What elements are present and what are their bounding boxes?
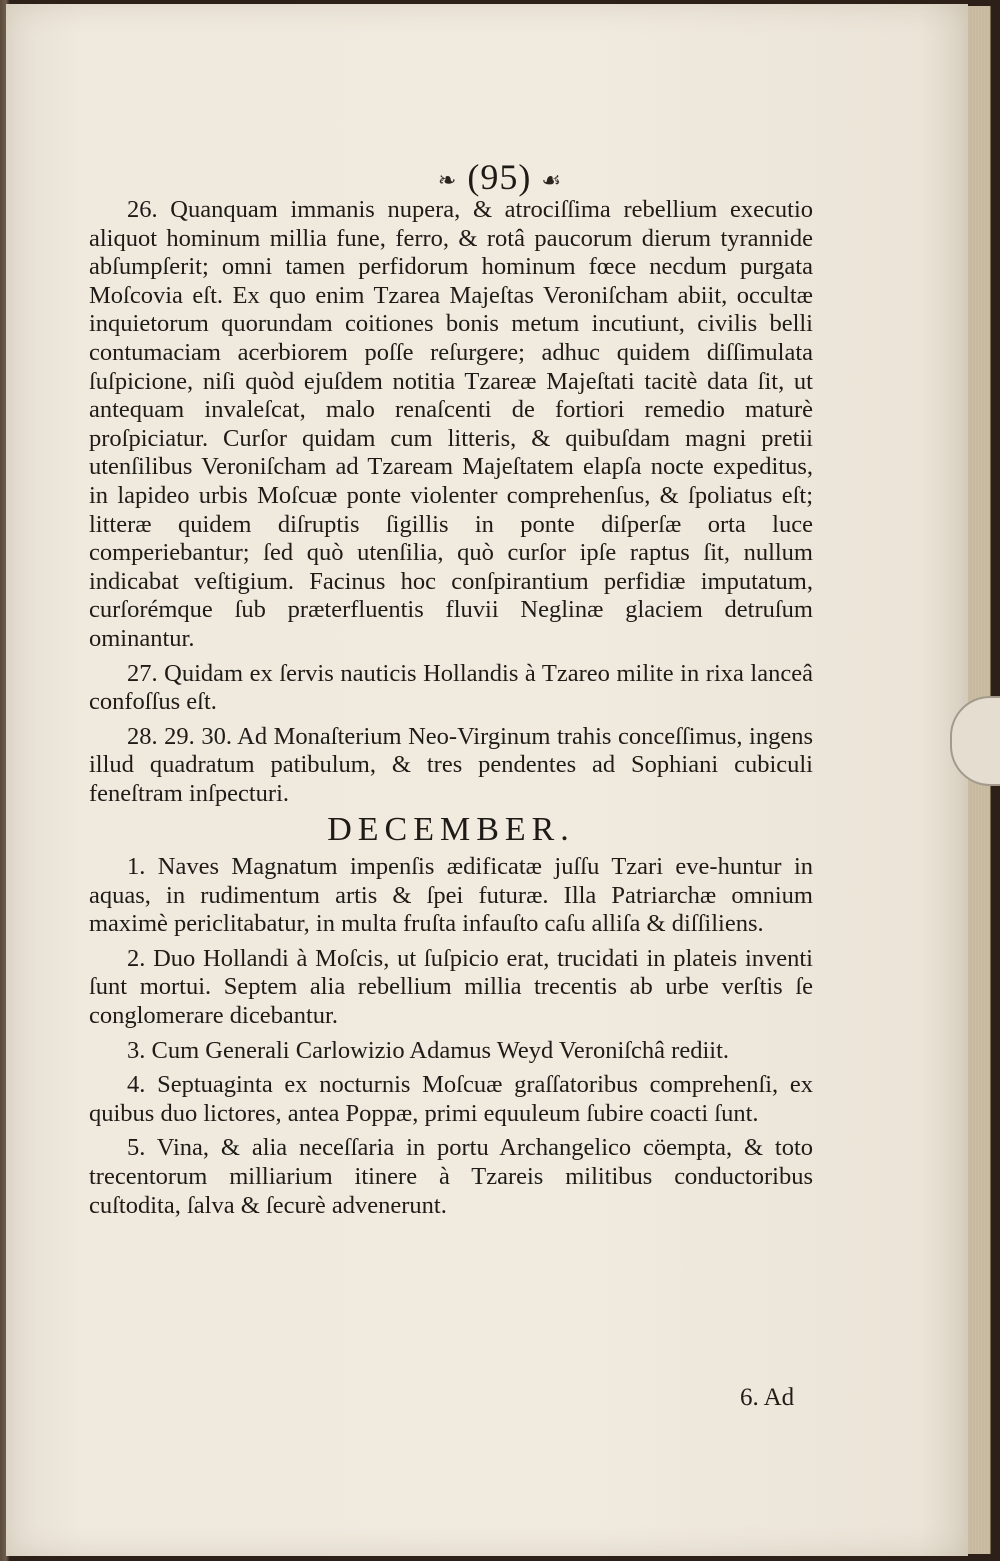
page-body [89, 196, 813, 1226]
december-paragraph-2: 2. Duo Hollandi à Moſcis, ut ſuſpicio erat, trucidati in plateis inventi ſunt mortui. Septem alia rebellium millia trecentis ab urbe verſtis ſe conglomerare dicebantur. [89, 944, 813, 1030]
section-title: DECEMBER. [327, 811, 575, 849]
catchword: 6. Ad [740, 1384, 795, 1411]
december-paragraph-4: 4. Septuaginta ex nocturnis Moſcuæ graſſatoribus comprehenſi, ex quibus duo lictores, antea Poppæ, primi equuleum ſubire coacti ſunt. [89, 1071, 813, 1127]
paragraph-27: 27. Quidam ex ſervis nauticis Hollandis à Tzareo milite in rixa lanceâ confoſſus eſt. [89, 659, 813, 716]
paragraph-26: 26. Quanquam immanis nupera, & atrociſſima rebellium executio aliquot hominum millia fune, ferro, & rotâ paucorum dierum tyrannide abſumpſerit; omni tamen perfidorum hominum fœce necdum purgata Moſcovia eſt. Ex quo enim Tzarea Majeſtas Veroniſcham abiit, occultæ inquietorum quorundam coitiones bonis metum incutiunt, civilis belli contumaciam acerbiorem poſſe reſurgere; adhuc quidem diſſimulata ſuſpicione, niſi quòd ejuſdem notitia Tzareæ Majeſtati tacitè data ſit, ut antequam invaleſcat, malo renaſcenti de fortiori remedio maturè proſpiciatur. Curſor quidam cum litteris, & quibuſdam magni pretii utenſilibus Veroniſcham ad Tzaream Majeſtatem elapſa nocte expeditus, in lapideo urbis Moſcuæ ponte violenter comprehenſus, & ſpoliatus eſt; litteræ quidem diſruptis ſigillis in ponte diſperſæ orta luce comperiebantur; ſed quò utenſilia, quò curſor ipſe raptus ſit, nullum indicabat veſtigium. Facinus hoc conſpirantium perfidiæ imputatum, curſorémque ſub præterfluentis fluvii Neglinæ glaciem detruſum ominantur. [89, 196, 813, 652]
december-paragraph-1: 1. Naves Magnatum impenſis ædificatæ juſſu Tzari eve-huntur in aquas, in rudimentum artis & ſpei futuræ. Illa Patriarchæ omnium maximè periclitabatur, in multa fruſta infauſto caſu alliſa & diſſiliens. [89, 853, 813, 938]
page-header [330, 156, 670, 198]
december-paragraph-5: 5. Vina, & alia neceſſaria in portu Archangelico cöempta, & toto trecentorum milliarium itinere à Tzareis militibus conductoribus cuſtodita, ſalva & ſecurè advenerunt. [89, 1134, 813, 1219]
paragraph-28-30: 28. 29. 30. Ad Monaſterium Neo-Virginum trahis conceſſimus, ingens illud quadratum patibulum, & tres pendentes ad Sophiani cubiculi feneſtram inſpecturi. [89, 722, 813, 807]
ornament-left-icon: ❧ [437, 167, 458, 193]
page-number: (95) [467, 157, 532, 197]
ornament-right-icon: ☙ [541, 167, 563, 193]
december-paragraph-3: 3. Cum Generali Carlowizio Adamus Weyd Veroniſchâ rediit. [127, 1036, 730, 1064]
